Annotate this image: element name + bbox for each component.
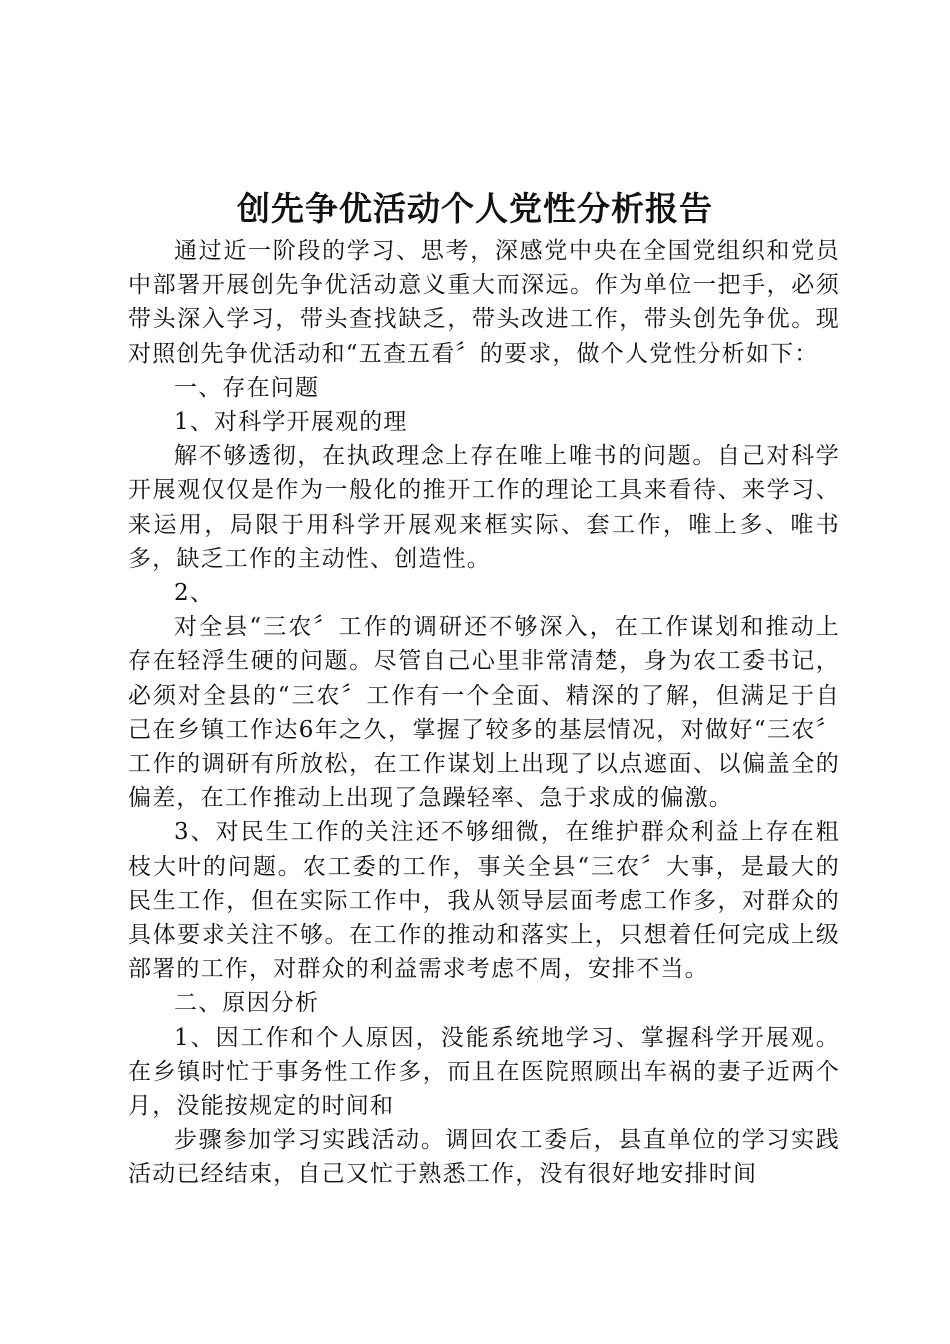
document-title: 创先争优活动个人党性分析报告 xyxy=(237,189,713,228)
paragraph-item-1-start: 1、对科学开展观的理 xyxy=(174,409,408,436)
paragraph-cause-1: 1、因工作和个人原因，没能系统地学习、掌握科学开展观。在乡镇时忙于事务性工作多，而且在医院照顾出车祸的妻子近两个月，没能按规定的时间和 xyxy=(128,1024,840,1120)
paragraph-item-1-body: 解不够透彻，在执政理念上存在唯上唯书的问题。自己对科学开展观仅仅是作为一般化的推开工作的理论工具来看待、来学习、来运用，局限于用科学开展观来框实际、套工作，唯上多、唯书多，缺乏工作的主动性、创造性。 xyxy=(128,443,840,572)
paragraph-intro: 通过近一阶段的学习、思考，深感党中央在全国党组织和党员中部署开展创先争优活动意义重大而深远。作为单位一把手，必须带头深入学习，带头查找缺乏，带头改进工作，带头创先争优。现对照创先争优活动和“五查五看〞的要求，做个人党性分析如下： xyxy=(128,238,840,367)
section-heading-causes: 二、原因分析 xyxy=(174,990,320,1017)
paragraph-item-2-body: 对全县“三农〞工作的调研还不够深入，在工作谋划和推动上存在轻浮生硬的问题。尽管自己心里非常清楚，身为农工委书记，必须对全县的“三农〞工作有一个全面、精深的了解，但满足于自己在乡镇工作达6年之久，掌握了较多的基层情况，对做好“三农〞工作的调研有所放松，在工作谋划上出现了以点遮面、以偏盖全的偏差，在工作推动上出现了急躁轻率、急于求成的偏激。 xyxy=(128,614,840,812)
paragraph-item-3: 3、对民生工作的关注还不够细微，在维护群众利益上存在粗枝大叶的问题。农工委的工作，事关全县“三农〞大事，是最大的民生工作，但在实际工作中，我从领导层面考虑工作多，对群众的具体要求关注不够。在工作的推动和落实上，只想着任何完成上级部署的工作，对群众的利益需求考虑不周，安排不当。 xyxy=(128,819,840,983)
paragraph-item-2-number: 2、 xyxy=(174,580,215,607)
section-heading-problems: 一、存在问题 xyxy=(174,374,320,401)
paragraph-cause-1-continued: 步骤参加学习实践活动。调回农工委后，县直单位的学习实践活动已经结束，自己又忙于熟悉工作，没有很好地安排时间 xyxy=(128,1127,840,1188)
document-body xyxy=(128,234,840,1192)
